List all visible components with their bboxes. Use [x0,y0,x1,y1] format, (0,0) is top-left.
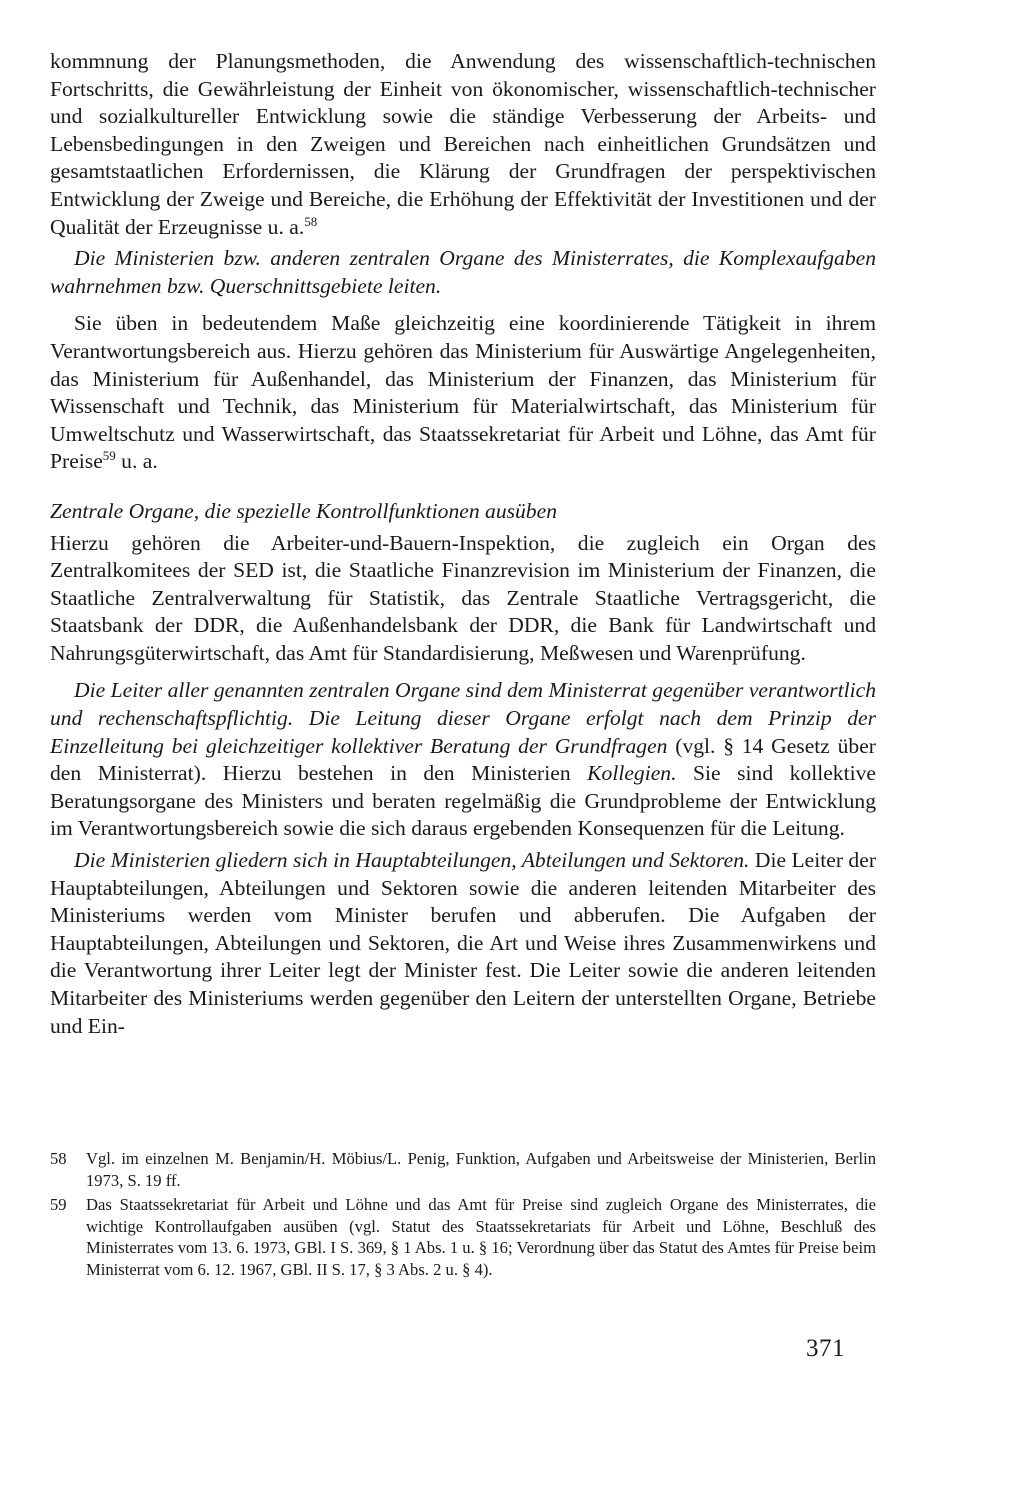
footnote-59 [50,1194,876,1280]
footnote-number: 59 [50,1195,67,1214]
paragraph-1-text: kommnung der Planungsmethoden, die Anwendung des wissenschaftlich-technischen Fortschritts, die Gewährleistung der Einheit von ökonomischer, wissenschaftlich-technischer und sozialkultureller Entwicklung sowie die ständige Verbesserung der Arbeits- und Lebensbedingungen in den Zweigen und Bereichen nach einheitlichen Grundsätzen und gesamtstaatlichen Erfordernissen, die Klärung der Grundfragen der perspektivischen Entwicklung der Zweige und Bereiche, die Erhöhung der Effektivität der Investitionen und der Qualität der Erzeugnisse u. a. [50,49,876,239]
footnote-text: Vgl. im einzelnen M. Benjamin/H. Möbius/L. Penig, Funktion, Aufgaben und Arbeitsweise der Ministerien, Berlin 1973, S. 19 ff. [86,1149,876,1190]
section-heading-kontrollfunktionen: Zentrale Organe, die spezielle Kontrollfunktionen ausüben [50,498,557,523]
paragraph-4 [50,677,876,843]
footnotes [50,1148,876,1283]
footnote-ref-59[interactable]: 59 [102,448,116,464]
paragraph-4-normal-2: Sie sind kollektive Beratungsorgane des Ministers und beraten regelmäßig die Grundprobleme der Entwicklung im Verantwortungsbereich sowie die sich daraus ergebenden Konsequenzen für die Leitung. [50,761,876,841]
page-number: 371 [806,1335,845,1362]
paragraph-5-italic: Die Ministerien gliedern sich in Hauptabteilungen, Abteilungen und Sektoren. [74,848,750,873]
paragraph-4-normal-1: (vgl. § 14 Gesetz über den Ministerrat). Hierzu bestehen in den Ministerien [50,733,876,786]
paragraph-5 [50,847,876,1040]
paragraph-4-italic-1: Die Leiter aller genannten zentralen Organe sind dem Ministerrat gegenüber verantwortlich und rechenschaftspflichtig. Die Leitung dieser Organe erfolgt nach dem Prinzip der Einzelleitung bei gleichzeitiger kollektiver Beratung der Grundfragen [50,678,876,758]
paragraph-2-tail: u. a. [115,449,158,474]
footnote-58 [50,1148,876,1191]
paragraph-2-text: Sie üben in bedeutendem Maße gleichzeitig eine koordinierende Tätigkeit in ihrem Verantwortungsbereich aus. Hierzu gehören das Ministerium für Auswärtige Angelegenheiten, das Ministerium für Außenhandel, das Ministerium der Finanzen, das Ministerium für Wissenschaft und Technik, das Ministerium für Materialwirtschaft, das Ministerium für Umweltschutz und Wasserwirtschaft, das Staatssekretariat für Arbeit und Löhne, das Amt für Preise [50,311,876,474]
page-body [50,48,876,1040]
paragraph-3: Hierzu gehören die Arbeiter-und-Bauern-Inspektion, die zugleich ein Organ des Zentralkomitees der SED ist, die Staatliche Finanzrevision im Ministerium der Finanzen, die Staatliche Zentralverwaltung für Statistik, das Zentrale Staatliche Vertragsgericht, die Staatsbank der DDR, die Außenhandelsbank der DDR, die Bank für Landwirtschaft und Nahrungsgüterwirtschaft, das Amt für Standardisierung, Meßwesen und Warenprüfung. [50,530,876,665]
paragraph-4-italic-2: Kollegien. [587,761,677,786]
footnote-number: 58 [50,1149,67,1168]
paragraph-1 [50,48,876,241]
footnote-text: Das Staatssekretariat für Arbeit und Löhne und das Amt für Preise sind zugleich Organe des Ministerrates, die wichtige Kontrollaufgaben ausüben (vgl. Statut des Staatssekretariats für Arbeit und Löhne, Beschluß des Ministerrates vom 13. 6. 1973, GBl. I S. 369, § 1 Abs. 1 u. § 16; Verordnung über das Statut des Amtes für Preise beim Ministerrat vom 6. 12. 1967, GBl. II S. 17, § 3 Abs. 2 u. § 4). [86,1195,876,1279]
footnote-ref-58[interactable]: 58 [304,213,318,229]
paragraph-5-normal: Die Leiter der Hauptabteilungen, Abteilungen und Sektoren sowie die anderen leitenden Mitarbeiter des Ministeriums werden vom Minister berufen und abberufen. Die Aufgaben der Hauptabteilungen, Abteilungen und Sektoren, die Art und Weise ihres Zusammenwirkens und die Verantwortung ihrer Leiter legt der Minister fest. Die Leiter sowie die anderen leitenden Mitarbeiter des Ministeriums werden gegenüber den Leitern der unterstellten Organe, Betriebe und Ein- [50,848,877,1038]
section-heading-komplexaufgaben: Die Ministerien bzw. anderen zentralen Organe des Ministerrates, die Komplexaufgaben wahrnehmen bzw. Querschnittsgebiete leiten. [50,246,876,298]
paragraph-2 [50,310,876,476]
